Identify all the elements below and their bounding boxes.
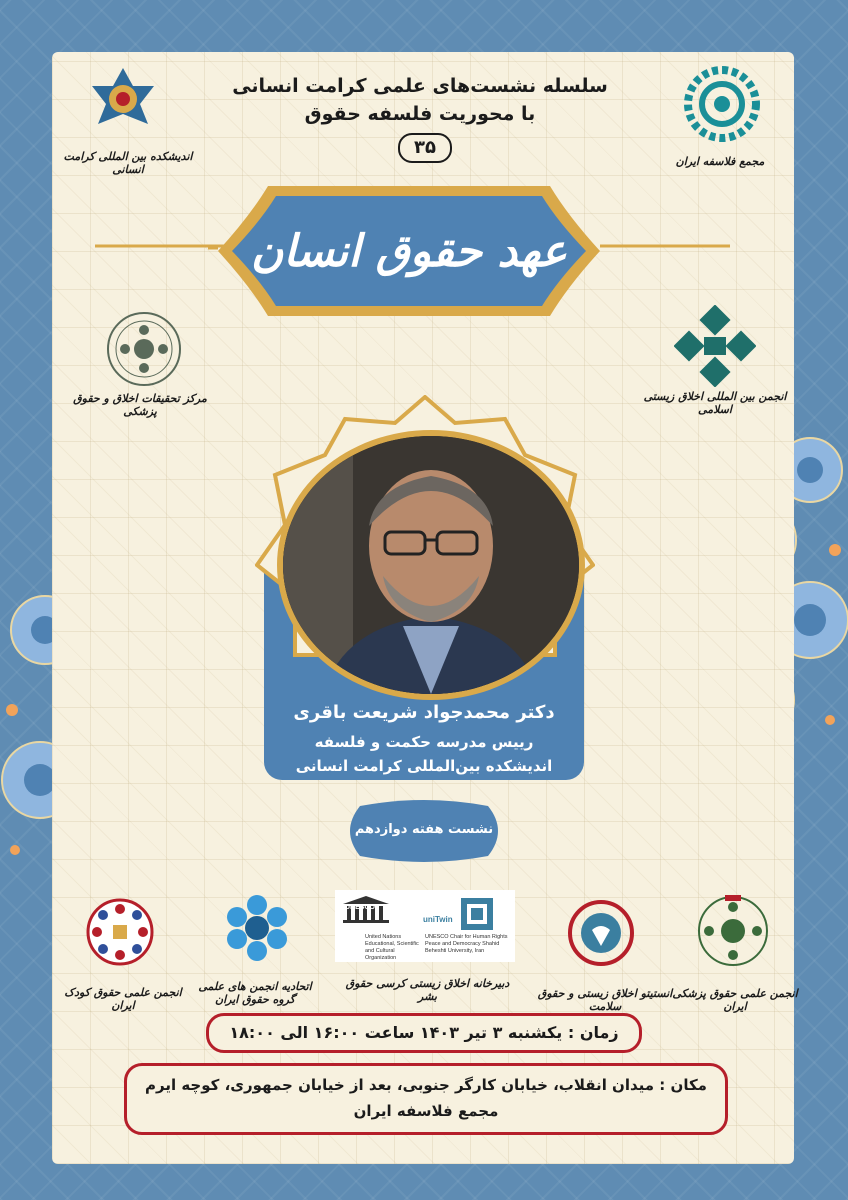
law-groups-union-logo <box>222 893 292 963</box>
banner-gold-line-right <box>600 240 730 252</box>
child-rights-association-logo <box>85 897 155 967</box>
speaker-role-2: اندیشکده بین‌المللی کرامت انسانی <box>295 757 553 775</box>
law-groups-union-caption: اتحادیه انجمن های علمی گروه حقوق ایران <box>198 980 312 1006</box>
session-number-badge: ۳۵ <box>398 133 452 163</box>
medical-law-association-caption: انجمن علمی حقوق پزشکی ایران <box>672 987 798 1013</box>
medical-ethics-center-logo <box>105 310 183 388</box>
session-week-text: نشست هفته دوازدهم <box>354 822 494 837</box>
event-location <box>124 1063 728 1135</box>
iran-philosophers-logo <box>684 66 760 142</box>
banner-title: عهد حقوق انسان <box>250 226 568 277</box>
banner-gold-line-left <box>95 240 225 252</box>
speaker-role-1: رییس مدرسه حکمت و فلسفه <box>314 733 534 751</box>
medical-law-association-logo <box>695 893 771 969</box>
iran-philosophers-caption: مجمع فلاسفه ایران <box>675 155 765 168</box>
speaker-photo <box>277 430 585 700</box>
bioethics-association-logo <box>674 305 756 387</box>
speaker-name: دکتر محمدجواد شریعت باقری <box>293 702 555 723</box>
series-title-line1: سلسله نشست‌های علمی کرامت انسانی <box>232 75 608 97</box>
health-law-institute-logo <box>568 900 634 966</box>
bioethics-association-caption: انجمن بین المللی اخلاق زیستی اسلامی <box>643 390 787 416</box>
bioethics-chair-caption: دبیرخانه اخلاق زیستی کرسی حقوق بشر <box>345 977 510 1003</box>
unesco-chair-logo <box>335 890 515 962</box>
health-law-institute-caption: انستیتو اخلاق زیستی و حقوق سلامت <box>537 987 673 1013</box>
medical-ethics-center-caption: مرکز تحقیقات اخلاق و حقوق پزشکی <box>73 392 207 418</box>
event-time: زمان : یکشنبه ۳ تیر ۱۴۰۳ ساعت ۱۶:۰۰ الی ۱۸:۰۰ <box>206 1013 642 1053</box>
child-rights-association-caption: انجمن علمی حقوق کودک ایران <box>64 986 182 1012</box>
unesco-chair-text: UNESCO Chair for Human Rights Peace and Democracy Shahid Beheshti University, Iran <box>425 934 508 954</box>
series-title-line2: با محوریت فلسفه حقوق <box>304 103 536 125</box>
unitwin-label: uniTwin <box>423 915 453 924</box>
unesco-org-text: United Nations Educational, Scientific and Cultural Organization <box>365 934 419 961</box>
unesco-label: UNESCO <box>345 904 375 911</box>
speaker-portrait-illustration <box>283 436 579 694</box>
event-location-line2: مجمع فلاسفه ایران <box>353 1102 499 1120</box>
sbu-logo-icon <box>459 896 495 932</box>
karamat-institute-caption: اندیشکده بین المللی کرامت انسانی <box>63 150 193 176</box>
event-location-line1: مکان : میدان انقلاب، خیابان کارگر جنوبی، بعد از خیابان جمهوری، کوچه ایرم <box>145 1076 707 1094</box>
karamat-institute-logo <box>88 66 158 146</box>
